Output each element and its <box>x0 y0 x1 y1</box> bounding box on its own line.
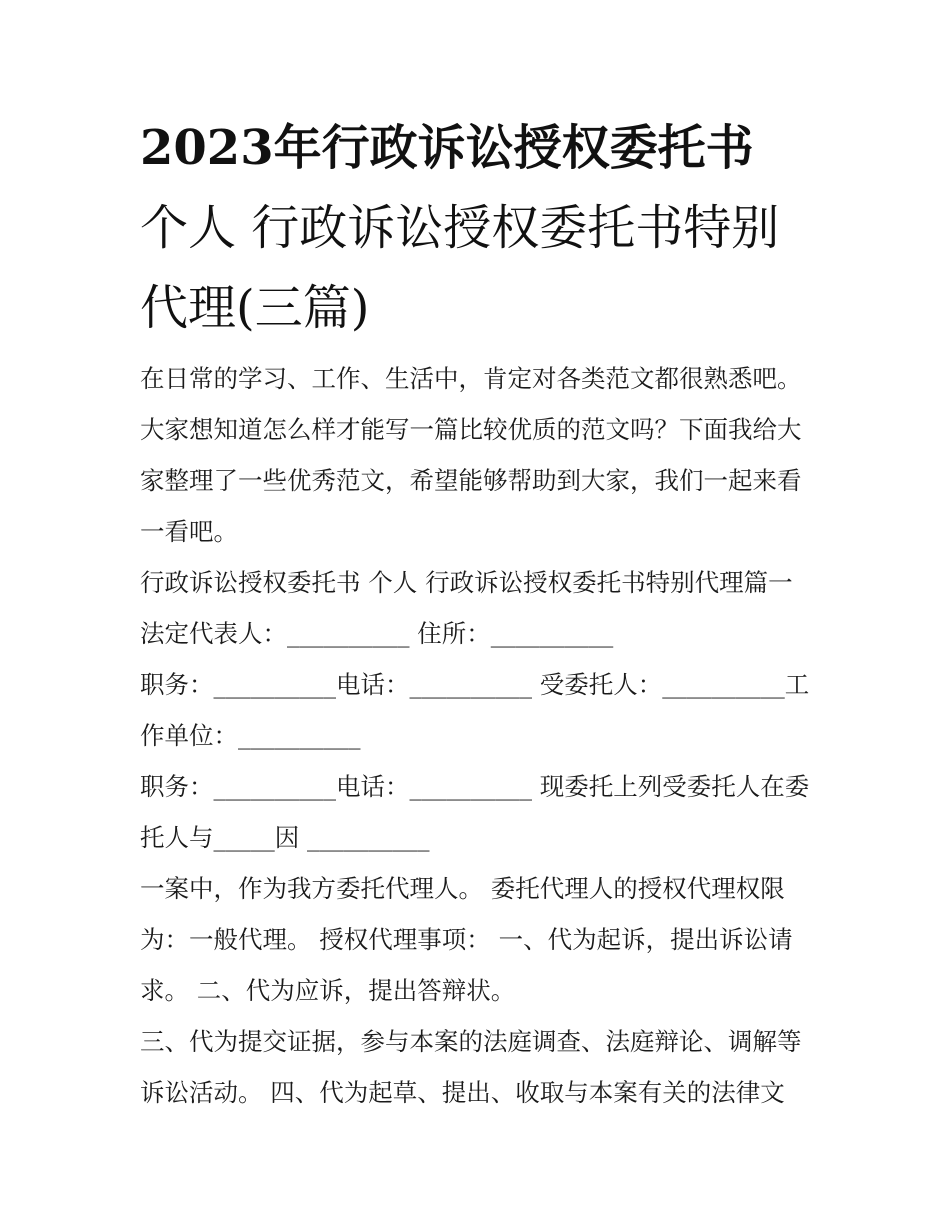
form-line-position-phone-2: 职务：__________电话：__________ 现委托上列受委托人在委 <box>140 772 810 801</box>
paragraph-line: 为：一般代理。 授权代理事项： 一、代为起诉，提出诉讼请 <box>140 925 793 954</box>
form-line-legal-representative: 法定代表人：__________ 住所：__________ <box>140 619 614 648</box>
paragraph-line: 一案中，作为我方委托代理人。 委托代理人的授权代理权限 <box>140 874 785 903</box>
paragraph-line: 求。 二、代为应诉，提出答辩状。 <box>140 976 516 1005</box>
document-title-line-2: 个人 行政诉讼授权委托书特别 <box>140 200 780 256</box>
paragraph-line: 三、代为提交证据，参与本案的法庭调查、法庭辩论、调解等 <box>140 1027 802 1056</box>
section-heading: 行政诉讼授权委托书 个人 行政诉讼授权委托书特别代理篇一 <box>140 568 793 597</box>
paragraph-line: 家整理了一些优秀范文，希望能够帮助到大家，我们一起来看 <box>140 466 802 495</box>
document-title-line-3: 代理(三篇) <box>140 280 370 336</box>
paragraph-line: 大家想知道怎么样才能写一篇比较优质的范文吗？下面我给大 <box>140 415 802 444</box>
document-title-line-1: 2023年行政诉讼授权委托书 <box>140 120 754 176</box>
paragraph-line: 诉讼活动。 四、代为起草、提出、收取与本案有关的法律文 <box>140 1078 785 1107</box>
form-line-position-phone: 职务：__________电话：__________ 受委托人：__________工 <box>140 670 810 699</box>
form-line-work-unit: 作单位：__________ <box>140 721 361 750</box>
paragraph-line: 一看吧。 <box>140 517 238 546</box>
form-line-case-parties: 托人与_____因 __________ <box>140 823 430 852</box>
paragraph-line: 在日常的学习、工作、生活中，肯定对各类范文都很熟悉吧。 <box>140 364 802 393</box>
